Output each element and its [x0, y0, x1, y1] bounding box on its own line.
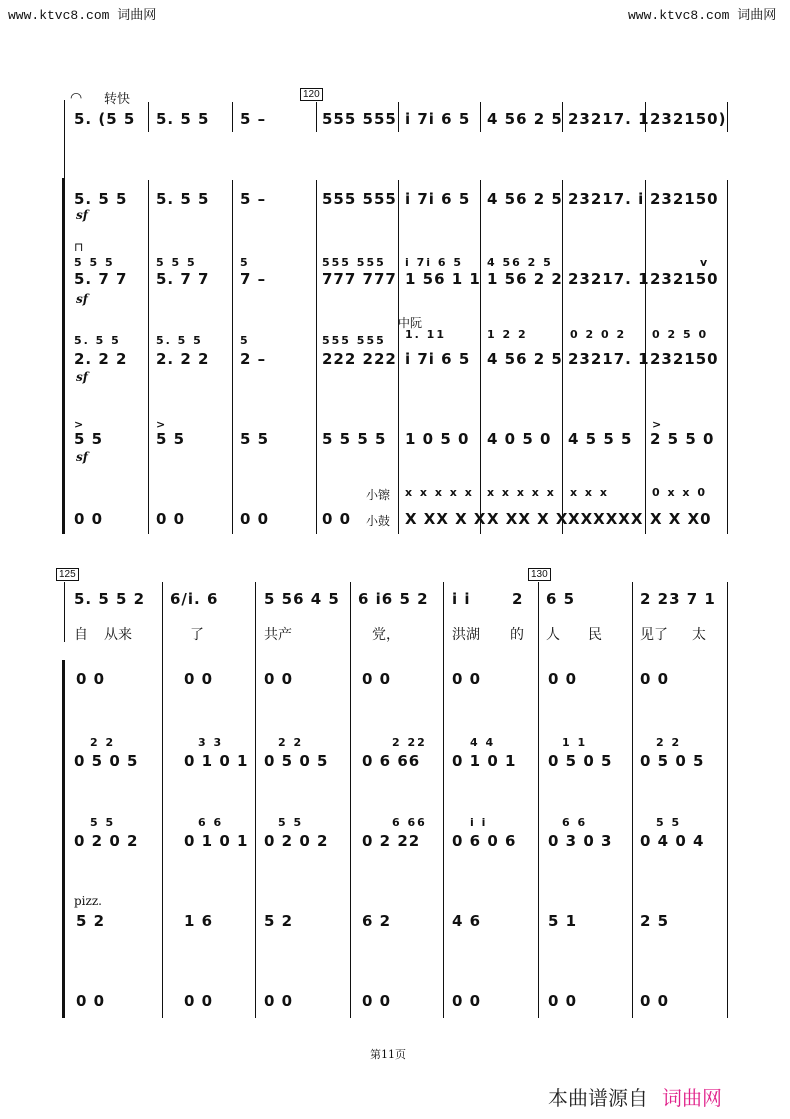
s1-r5-m6: X XX X X	[487, 510, 569, 528]
accent-icon: >	[74, 418, 86, 431]
s1-r2u-m6: 4 56 2 5	[487, 256, 553, 269]
s2-r2-m5: 0 1 0 1	[452, 752, 517, 770]
s1-r0-m4: 555 555	[322, 110, 397, 128]
s1-r2-m2: 5. 7 7	[156, 270, 210, 288]
s1-r0-m2: 5. 5 5	[156, 110, 210, 128]
measure-number-125: 125	[56, 568, 79, 581]
s1-r1-m6: 4 56 2 5	[487, 190, 563, 208]
s1-r0-m7: 23217. 1	[568, 110, 650, 128]
barline	[480, 180, 481, 534]
lyric: 人	[546, 627, 560, 643]
s1-r4-m3: 5 5	[240, 430, 270, 448]
s2-r1-m3: 0 0	[264, 670, 294, 688]
s2-r1-m7: 0 0	[640, 670, 670, 688]
s1-r4-m8: 2 5 5 0	[650, 430, 715, 448]
s1-r2-m1: 5. 7 7	[74, 270, 128, 288]
s2-r5-m5: 0 0	[452, 992, 482, 1010]
barline	[632, 582, 633, 1018]
s1-r2u-m8: v	[700, 256, 710, 269]
s1-r3-m8: 232150	[650, 350, 719, 368]
s1-r4-m4: 5 5 5 5	[322, 430, 387, 448]
s2-r2-m1: 0 5 0 5	[74, 752, 139, 770]
s1-r3u-m1: 5. 5 5	[74, 334, 121, 347]
s1-r1-m5: i 7i 6 5	[405, 190, 471, 208]
lyric: 的	[510, 627, 524, 643]
s2-r2-m4: 0 6 66	[362, 752, 421, 770]
s1-r2-m8: 232150	[650, 270, 719, 288]
s1-r2-m3: 7 –	[240, 270, 267, 288]
s1-r4-m5: 1 0 5 0	[405, 430, 470, 448]
s2-r1-m6: 0 0	[548, 670, 578, 688]
s1-r5-m3: 0 0	[240, 510, 270, 528]
lyric: 党，	[372, 627, 400, 643]
s1-r3u-m4: 555 555	[322, 334, 386, 347]
s2-r2u-m5: 4 4	[470, 736, 496, 749]
system-line-top	[64, 100, 65, 180]
s1-r2u-m4: 555 555	[322, 256, 386, 269]
s2-r3-m2: 0 1 0 1	[184, 832, 249, 850]
s2-r3u-m1: 5 5	[90, 816, 116, 829]
s2-r5-m1: 0 0	[76, 992, 106, 1010]
lyric: 太	[692, 627, 706, 643]
s2-r0-m4: 6 i6 5 2	[358, 590, 429, 608]
s1-r3u-m6: 1 2 2	[487, 328, 528, 341]
s2-r5-m4: 0 0	[362, 992, 392, 1010]
s2-r1-m4: 0 0	[362, 670, 392, 688]
s1-r3u-m8: 0 2 5 0	[652, 328, 709, 341]
breath-mark-icon: ◠	[70, 91, 83, 106]
s2-r2u-m4: 2 22	[392, 736, 427, 749]
s1-r5-m7: XXXXXX	[568, 510, 644, 528]
s2-r4-m7: 2 5	[640, 912, 670, 930]
s1-r5u-m8: 0 x x 0	[652, 486, 707, 499]
page-number: 第11页	[370, 1048, 406, 1061]
s2-r2u-m6: 1 1	[562, 736, 588, 749]
s1-r1-m4: 555 555	[322, 190, 397, 208]
barline	[316, 102, 317, 132]
s1-r4-m1: 5 5	[74, 430, 104, 448]
barline	[232, 102, 233, 132]
barline	[316, 180, 317, 534]
s1-r3-m4: 222 222	[322, 350, 397, 368]
s1-r3u-m5: 1. 11	[405, 328, 446, 341]
s2-r4-m4: 6 2	[362, 912, 392, 930]
s2-r3-m4: 0 2 22	[362, 832, 421, 850]
s1-r2u-m2: 5 5 5	[156, 256, 197, 269]
s1-r1-m2: 5. 5 5	[156, 190, 210, 208]
s1-r0-m3: 5 –	[240, 110, 267, 128]
s2-r3-m6: 0 3 0 3	[548, 832, 613, 850]
s1-r3u-m7: 0 2 0 2	[570, 328, 627, 341]
s2-r5-m6: 0 0	[548, 992, 578, 1010]
accent-icon: >	[156, 418, 168, 431]
s2-r0-m7: 2 23 7 1	[640, 590, 716, 608]
s2-r2-m6: 0 5 0 5	[548, 752, 613, 770]
s2-r4-m6: 5 1	[548, 912, 578, 930]
s1-r0-m5: i 7i 6 5	[405, 110, 471, 128]
s2-r3-m3: 0 2 0 2	[264, 832, 329, 850]
lyric: 见了	[640, 627, 668, 643]
barline	[727, 180, 728, 534]
barline	[398, 180, 399, 534]
s2-r0-m6: 6 5	[546, 590, 576, 608]
label-zhongruan: 中阮	[398, 316, 423, 330]
barline	[350, 582, 351, 1018]
s2-r4-m1: 5 2	[76, 912, 106, 930]
s2-r3u-m4: 6 66	[392, 816, 427, 829]
barline	[148, 102, 149, 132]
barline	[398, 102, 399, 132]
s2-r3u-m3: 5 5	[278, 816, 304, 829]
s2-r3u-m6: 6 6	[562, 816, 588, 829]
s2-r2u-m7: 2 2	[656, 736, 682, 749]
measure-number-130: 130	[528, 568, 551, 581]
label-xiaobo: 小镲	[366, 488, 391, 502]
s1-r2-m4: 777 777	[322, 270, 397, 288]
s2-r5-m3: 0 0	[264, 992, 294, 1010]
barline	[255, 582, 256, 1018]
s2-r2-m2: 0 1 0 1	[184, 752, 249, 770]
s1-r0-m6: 4 56 2 5	[487, 110, 563, 128]
s1-r2-m5: 1 56 1 1	[405, 270, 481, 288]
bowing-down-icon: ⊓	[74, 240, 84, 254]
s1-r5-m1: 0 0	[74, 510, 104, 528]
s2-r3-m1: 0 2 0 2	[74, 832, 139, 850]
s1-r3-m7: 23217. 1	[568, 350, 650, 368]
footer-source	[548, 1082, 722, 1111]
barline	[727, 582, 728, 1018]
s1-r4-m2: 5 5	[156, 430, 186, 448]
dynamic-sf-4: sf	[76, 450, 88, 464]
label-xiaogu: 小鼓	[366, 514, 391, 528]
watermark-right: www.ktvc8.com 词曲网	[628, 8, 777, 23]
barline	[162, 582, 163, 1018]
s2-r4-m2: 1 6	[184, 912, 214, 930]
s1-r1-m8: 232150	[650, 190, 719, 208]
s1-r1-m7: 23217. i	[568, 190, 645, 208]
s1-r3u-m2: 5. 5 5	[156, 334, 203, 347]
s2-r0-m5b: 2	[512, 590, 524, 608]
s2-r2-m7: 0 5 0 5	[640, 752, 705, 770]
s1-r5-m2: 0 0	[156, 510, 186, 528]
s1-r2u-m1: 5 5 5	[74, 256, 115, 269]
s1-r3-m1: 2. 2 2	[74, 350, 128, 368]
measure-number-120: 120	[300, 88, 323, 101]
lyric: 自	[74, 627, 88, 643]
accent-icon: >	[652, 418, 664, 431]
s1-r5u-m7: x x x	[570, 486, 609, 499]
s2-r5-m2: 0 0	[184, 992, 214, 1010]
pizz-marking: pizz.	[74, 894, 102, 908]
s1-r3-m6: 4 56 2 5	[487, 350, 563, 368]
s2-r1-m1: 0 0	[76, 670, 106, 688]
lyric: 从来	[104, 627, 132, 643]
s1-r0-m8: 232150)	[650, 110, 727, 128]
s2-r3u-m7: 5 5	[656, 816, 682, 829]
s2-r1-m5: 0 0	[452, 670, 482, 688]
s2-r3-m7: 0 4 0 4	[640, 832, 705, 850]
s2-r1-m2: 0 0	[184, 670, 214, 688]
dynamic-sf-1: sf	[76, 208, 88, 222]
system-bracket	[62, 660, 65, 1018]
s1-r4-m6: 4 0 5 0	[487, 430, 552, 448]
watermark-left: www.ktvc8.com 词曲网	[8, 8, 157, 23]
tempo-marking: 转快	[104, 92, 131, 107]
s1-r5-m4: 0 0	[322, 510, 352, 528]
s1-r5-m8: X X X0	[650, 510, 712, 528]
barline	[727, 102, 728, 132]
s2-r3-m5: 0 6 0 6	[452, 832, 517, 850]
s2-r2u-m2: 3 3	[198, 736, 224, 749]
barline	[148, 180, 149, 534]
s1-r5-m5: X XX X X	[405, 510, 487, 528]
barline	[232, 180, 233, 534]
s1-r5u-m6: x x x x x	[487, 486, 556, 499]
s2-r3u-m2: 6 6	[198, 816, 224, 829]
s1-r4-m7: 4 5 5 5	[568, 430, 633, 448]
s1-r2-m7: 23217. 1	[568, 270, 650, 288]
s1-r0-m1: 5. (5 5	[74, 110, 136, 128]
s1-r2u-m3: 5	[240, 256, 250, 269]
s2-r5-m7: 0 0	[640, 992, 670, 1010]
s1-r2u-m5: i 7i 6 5	[405, 256, 463, 269]
s1-r1-m1: 5. 5 5	[74, 190, 128, 208]
s2-r4-m5: 4 6	[452, 912, 482, 930]
footer-prefix: 本曲谱源自	[548, 1086, 648, 1110]
barline	[538, 582, 539, 1018]
s2-r0-m3: 5 56 4 5	[264, 590, 340, 608]
lyric: 民	[588, 627, 602, 643]
s2-r0-m2: 6/i. 6	[170, 590, 219, 608]
lyric: 了	[190, 627, 204, 643]
s2-r4-m3: 5 2	[264, 912, 294, 930]
s1-r3-m5: i 7i 6 5	[405, 350, 471, 368]
s1-r3-m2: 2. 2 2	[156, 350, 210, 368]
s1-r3u-m3: 5	[240, 334, 250, 347]
system-bracket	[62, 178, 65, 534]
s2-r3u-m5: i i	[470, 816, 488, 829]
barline	[443, 582, 444, 1018]
system-line-top	[64, 582, 65, 642]
s2-r0-m5: i i	[452, 590, 471, 608]
dynamic-sf-2: sf	[76, 292, 88, 306]
s2-r2-m3: 0 5 0 5	[264, 752, 329, 770]
footer-brand-link[interactable]: 词曲网	[662, 1086, 722, 1110]
dynamic-sf-3: sf	[76, 370, 88, 384]
s1-r5u-m5: x x x x x	[405, 486, 474, 499]
lyric: 洪湖	[452, 627, 480, 643]
barline	[480, 102, 481, 132]
s1-r2-m6: 1 56 2 2	[487, 270, 563, 288]
s2-r2u-m1: 2 2	[90, 736, 116, 749]
lyric: 共产	[264, 627, 292, 643]
s1-r1-m3: 5 –	[240, 190, 267, 208]
s2-r2u-m3: 2 2	[278, 736, 304, 749]
s2-r0-m1: 5. 5 5 2	[74, 590, 146, 608]
s1-r3-m3: 2 –	[240, 350, 267, 368]
